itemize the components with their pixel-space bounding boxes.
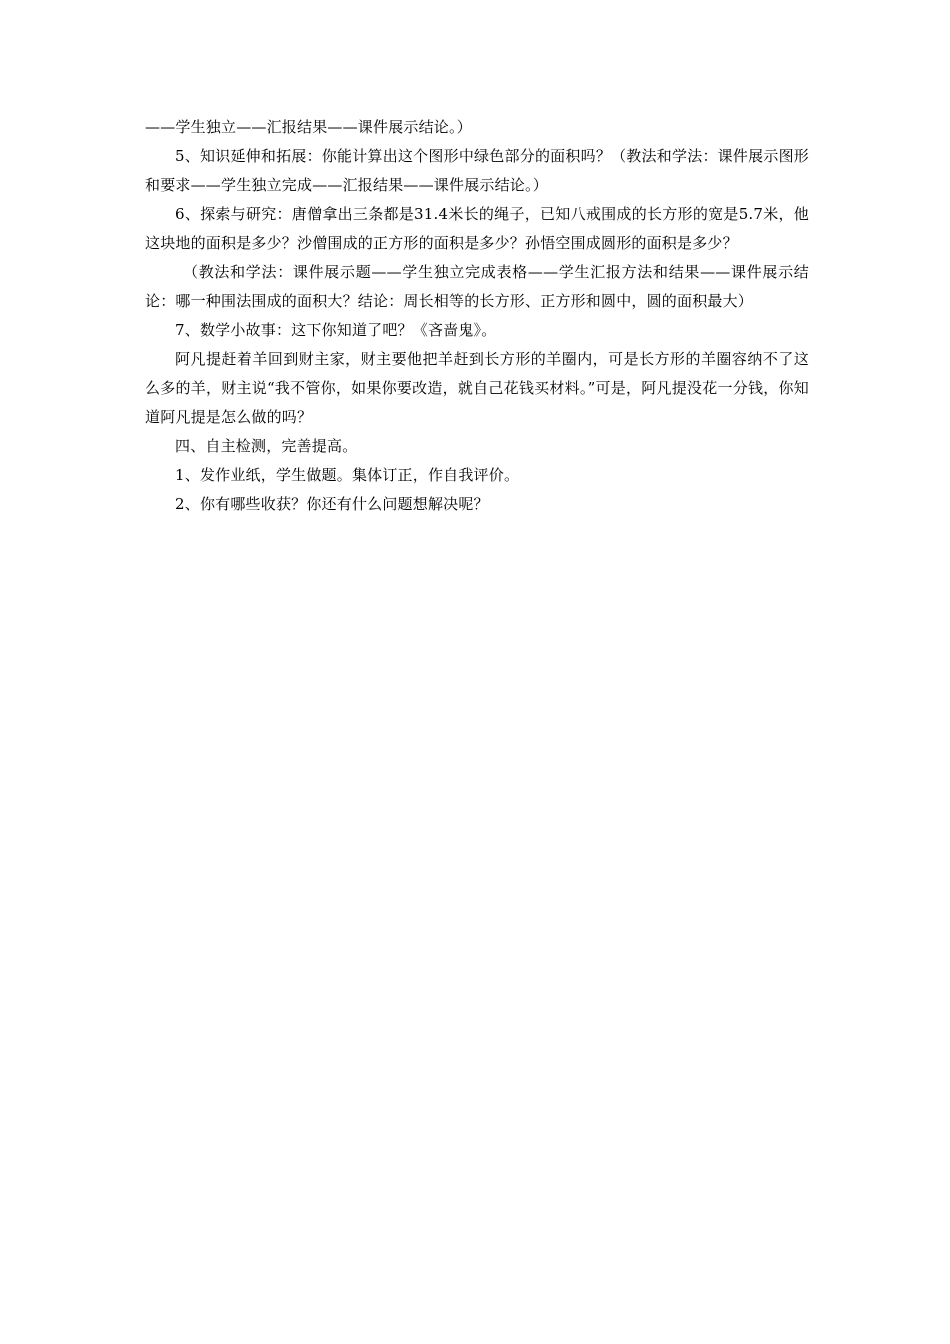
- document-page: [145, 113, 809, 519]
- paragraph-story: 阿凡提赶着羊回到财主家，财主要他把羊赶到长方形的羊圈内，可是长方形的羊圈容纳不了这么多的羊，财主说“我不管你，如果你要改造，就自己花钱买材料。”可是，阿凡提没花一分钱，你知道阿凡提是怎么做的吗？: [145, 350, 809, 426]
- paragraph-check-2: 2、你有哪些收获？你还有什么问题想解决呢？: [175, 495, 489, 513]
- paragraph-item-7: 7、数学小故事：这下你知道了吧？《吝啬鬼》。: [175, 321, 497, 339]
- paragraph-item-6: 6、探索与研究：唐僧拿出三条都是31.4米长的绳子，已知八戒围成的长方形的宽是5.7米，他这块地的面积是多少？沙僧围成的正方形的面积是多少？孙悟空围成圆形的面积是多少？: [145, 205, 809, 252]
- paragraph-item-5: 5、知识延伸和拓展：你能计算出这个图形中绿色部分的面积吗？（教法和学法：课件展示图形和要求——学生独立完成——汇报结果——课件展示结论。）: [145, 147, 809, 194]
- paragraph-continuation: ——学生独立——汇报结果——课件展示结论。）: [145, 118, 472, 136]
- section-heading-4: 四、自主检测，完善提高。: [175, 437, 358, 455]
- paragraph-check-1: 1、发作业纸，学生做题。集体订正，作自我评价。: [175, 466, 520, 484]
- paragraph-teaching-method: （教法和学法：课件展示题——学生独立完成表格——学生汇报方法和结果——课件展示结论：哪一种围法围成的面积大？结论：周长相等的长方形、正方形和圆中，圆的面积最大）: [145, 263, 809, 310]
